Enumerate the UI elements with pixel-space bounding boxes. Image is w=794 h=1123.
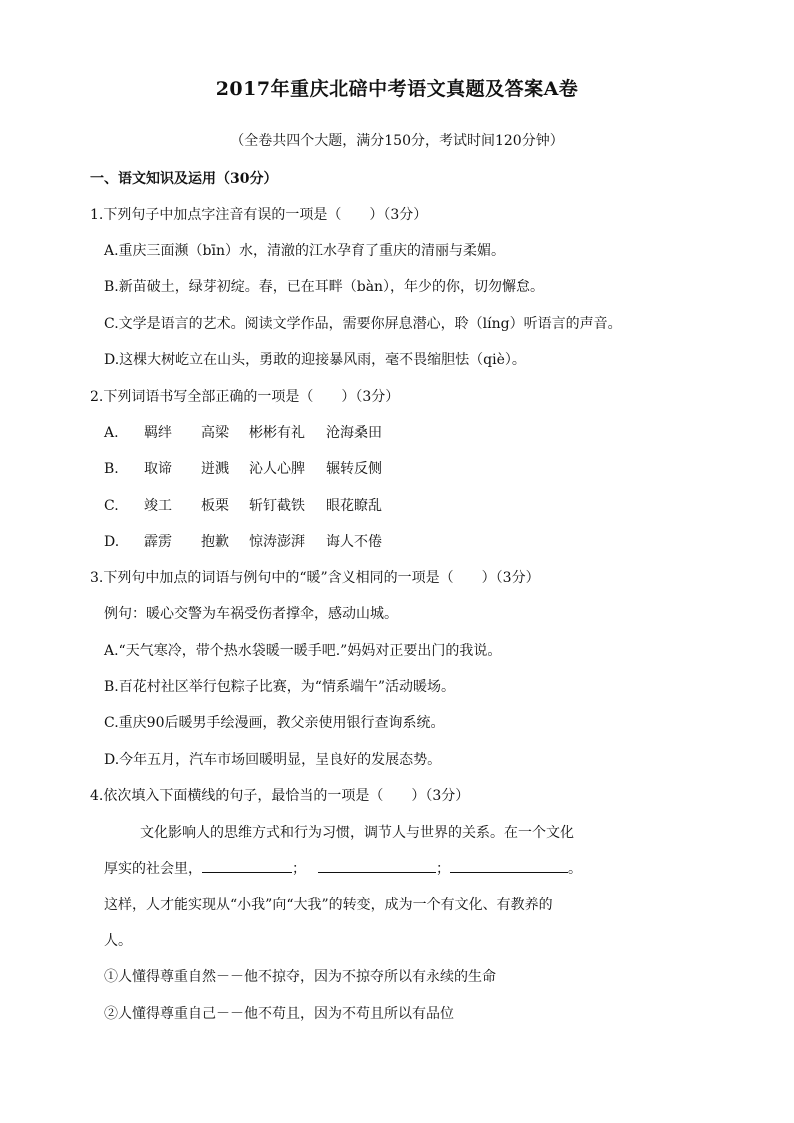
option-label: A. — [104, 425, 119, 441]
fill-blank-3[interactable] — [450, 858, 568, 873]
exam-info: （全卷共四个大题，满分150分，考试时间120分钟） — [230, 133, 564, 149]
question-2-option-c — [104, 495, 382, 515]
passage-line: 文化影响人的思维方式和行为习惯，调节人与世界的关系。在一个文化 — [140, 825, 574, 841]
option-word: 诲人不倦 — [326, 534, 382, 550]
question-2-option-d — [104, 531, 382, 551]
question-3-option-d: D.今年五月，汽车市场回暖明显，呈良好的发展态势。 — [104, 752, 442, 768]
question-1-option-d: D.这棵大树屹立在山头，勇敢的迎接暴风雨，毫不畏缩胆怯（qiè）。 — [104, 352, 526, 368]
option-word: 羁绊 — [144, 425, 172, 441]
question-1-option-b: B.新苗破土，绿芽初绽。春，已在耳畔（bàn），年少的你，切勿懈怠。 — [104, 279, 545, 295]
option-word: 彬彬有礼 — [249, 425, 305, 441]
passage-text: 厚实的社会里， — [104, 861, 202, 877]
option-word: 抱歉 — [201, 534, 229, 550]
option-word: 眼花瞭乱 — [326, 498, 382, 514]
question-3-example: 例句：暖心交警为车祸受伤者撑伞，感动山城。 — [104, 606, 398, 622]
answer-item-1: ①人懂得尊重自然－－他不掠夺，因为不掠夺所以有永续的生命 — [104, 969, 496, 985]
question-2-option-a — [104, 422, 382, 442]
option-word: 斩钉截铁 — [249, 498, 305, 514]
question-3-stem: 3.下列句中加点的词语与例句中的“暖”含义相同的一项是（ ）（3分） — [90, 570, 540, 586]
answer-item-2: ②人懂得尊重自己－－他不苟且，因为不苟且所以有品位 — [104, 1006, 454, 1022]
option-label: C. — [104, 498, 119, 514]
option-word: 迸溅 — [201, 461, 229, 477]
option-word: 惊涛澎湃 — [249, 534, 305, 550]
question-3-option-a: A.“天气寒冷，带个热水袋暖一暖手吧.”妈妈对正要出门的我说。 — [104, 643, 502, 659]
option-word: 霹雳 — [144, 534, 172, 550]
blank-separator: ； — [292, 861, 306, 877]
question-2-option-b — [104, 458, 382, 478]
fill-blank-1[interactable] — [202, 858, 292, 873]
option-word: 取谛 — [144, 461, 172, 477]
question-1-option-a: A.重庆三面濒（bīn）水，清澈的江水孕育了重庆的清丽与柔媚。 — [104, 243, 506, 259]
question-3-option-c: C.重庆90后暖男手绘漫画，教父亲使用银行查询系统。 — [104, 715, 445, 731]
option-word: 沧海桑田 — [326, 425, 382, 441]
option-word: 高梁 — [201, 425, 229, 441]
blank-end: 。 — [568, 861, 582, 877]
passage-line-with-blanks — [104, 858, 582, 878]
question-3-option-b: B.百花村社区举行包粽子比赛，为“情系端午”活动暖场。 — [104, 679, 456, 695]
page-title: 2017年重庆北碚中考语文真题及答案A卷 — [215, 78, 579, 100]
question-2-stem: 2.下列词语书写全部正确的一项是（ ）（3分） — [90, 389, 400, 405]
option-label: B. — [104, 461, 119, 477]
option-word: 辗转反侧 — [326, 461, 382, 477]
option-word: 竣工 — [144, 498, 172, 514]
option-label: D. — [104, 534, 120, 550]
section-heading: 一、语文知识及运用（30分） — [90, 171, 278, 187]
option-word: 沁人心脾 — [249, 461, 305, 477]
question-4-stem: 4.依次填入下面横线的句子，最恰当的一项是（ ）（3分） — [90, 788, 470, 804]
option-word: 板栗 — [201, 498, 229, 514]
question-1-stem: 1.下列句子中加点字注音有误的一项是（ ）（3分） — [90, 207, 428, 223]
fill-blank-2[interactable] — [318, 858, 436, 873]
passage-line: 人。 — [104, 933, 132, 949]
passage-line: 这样，人才能实现从“小我”向“大我”的转变，成为一个有文化、有教养的 — [104, 897, 553, 913]
question-1-option-c: C.文学是语言的艺术。阅读文学作品，需要你屏息潜心，聆（líng）听语言的声音。 — [104, 316, 622, 332]
blank-separator: ； — [436, 861, 450, 877]
